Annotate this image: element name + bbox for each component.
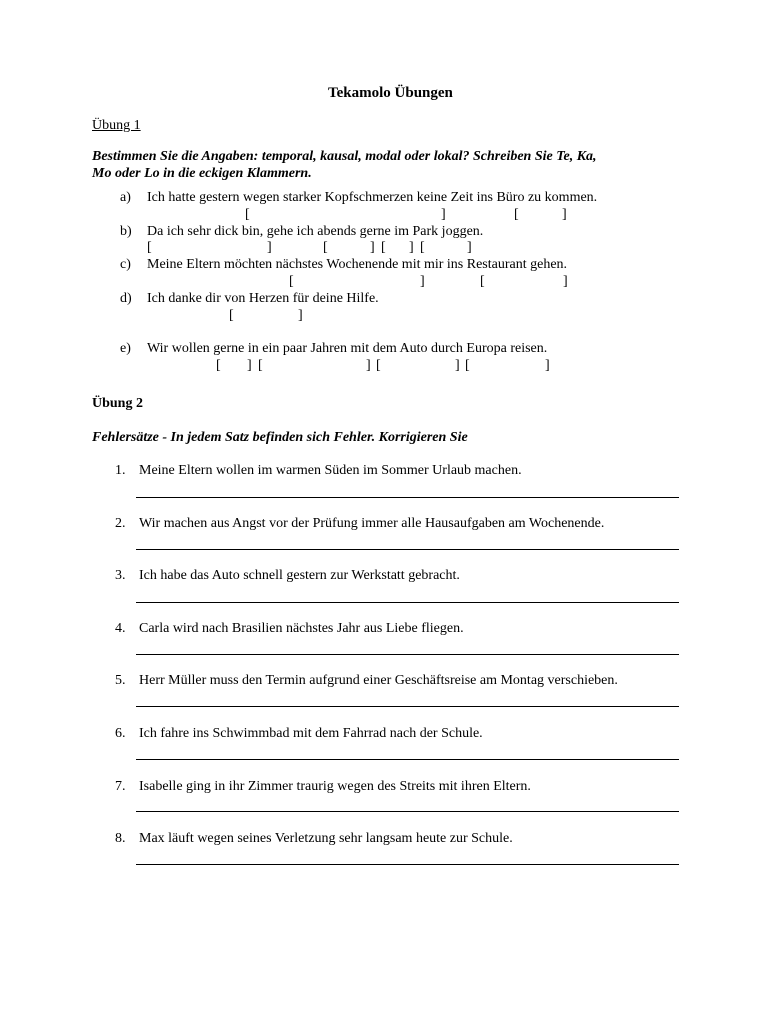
exercise-2-item-number: 8.	[115, 831, 126, 846]
exercise-2-item-number: 7.	[115, 779, 126, 794]
answer-bracket-open: [	[514, 207, 519, 222]
answer-bracket-open: [	[245, 207, 250, 222]
answer-line[interactable]	[136, 654, 679, 655]
answer-bracket-close: ]	[420, 274, 425, 289]
page-title: Tekamolo Übungen	[328, 85, 453, 101]
exercise-1-instruction-line-1: Bestimmen Sie die Angaben: temporal, kausal, modal oder lokal? Schreiben Sie Te, Ka,	[92, 149, 597, 164]
exercise-1-item-label: a)	[120, 190, 131, 205]
exercise-2-item-text: Ich fahre ins Schwimmbad mit dem Fahrrad nach der Schule.	[139, 726, 483, 741]
answer-bracket-close: ]	[247, 358, 252, 373]
exercise-2-item-number: 1.	[115, 463, 126, 478]
answer-bracket-open: [	[420, 240, 425, 255]
answer-bracket-open: [	[323, 240, 328, 255]
answer-bracket-close: ]	[441, 207, 446, 222]
answer-bracket-close: ]	[298, 308, 303, 323]
answer-bracket-open: [	[216, 358, 221, 373]
exercise-2-item-number: 3.	[115, 568, 126, 583]
exercise-1-item-label: e)	[120, 341, 131, 356]
answer-bracket-close: ]	[562, 207, 567, 222]
exercise-2-item-number: 6.	[115, 726, 126, 741]
exercise-2-item-text: Ich habe das Auto schnell gestern zur Werkstatt gebracht.	[139, 568, 460, 583]
answer-bracket-open: [	[465, 358, 470, 373]
answer-bracket-open: [	[289, 274, 294, 289]
exercise-1-item-label: d)	[120, 291, 132, 306]
exercise-1-instruction-line-2: Mo oder Lo in die eckigen Klammern.	[92, 166, 312, 181]
answer-line[interactable]	[136, 811, 679, 812]
answer-line[interactable]	[136, 497, 679, 498]
answer-bracket-close: ]	[545, 358, 550, 373]
exercise-1-item-label: b)	[120, 224, 132, 239]
answer-line[interactable]	[136, 759, 679, 760]
answer-line[interactable]	[136, 549, 679, 550]
answer-bracket-open: [	[376, 358, 381, 373]
exercise-2-item-text: Herr Müller muss den Termin aufgrund einer Geschäftsreise am Montag verschieben.	[139, 673, 618, 688]
exercise-2-item-text: Wir machen aus Angst vor der Prüfung immer alle Hausaufgaben am Wochenende.	[139, 516, 605, 531]
answer-bracket-open: [	[480, 274, 485, 289]
exercise-2-item-text: Meine Eltern wollen im warmen Süden im Sommer Urlaub machen.	[139, 463, 522, 478]
answer-line[interactable]	[136, 706, 679, 707]
exercise-1-item-text: Ich hatte gestern wegen starker Kopfschmerzen keine Zeit ins Büro zu kommen.	[147, 190, 598, 205]
exercise-2-item-text: Isabelle ging in ihr Zimmer traurig wegen des Streits mit ihren Eltern.	[139, 779, 531, 794]
answer-bracket-close: ]	[467, 240, 472, 255]
answer-bracket-close: ]	[366, 358, 371, 373]
exercise-1-item-text: Ich danke dir von Herzen für deine Hilfe.	[147, 291, 379, 306]
exercise-1-item-text: Da ich sehr dick bin, gehe ich abends gerne im Park joggen.	[147, 224, 484, 239]
exercise-2-item-number: 2.	[115, 516, 126, 531]
answer-bracket-close: ]	[409, 240, 414, 255]
exercise-2-item-text: Max läuft wegen seines Verletzung sehr langsam heute zur Schule.	[139, 831, 513, 846]
exercise-1-item-text: Meine Eltern möchten nächstes Wochenende mit mir ins Restaurant gehen.	[147, 257, 568, 272]
answer-bracket-open: [	[229, 308, 234, 323]
answer-bracket-close: ]	[370, 240, 375, 255]
answer-bracket-close: ]	[267, 240, 272, 255]
exercise-1-heading: Übung 1	[92, 118, 141, 133]
answer-line[interactable]	[136, 602, 679, 603]
answer-bracket-close: ]	[455, 358, 460, 373]
exercise-2-heading: Übung 2	[92, 396, 143, 411]
exercise-2-item-number: 5.	[115, 673, 126, 688]
exercise-2-item-text: Carla wird nach Brasilien nächstes Jahr aus Liebe fliegen.	[139, 621, 464, 636]
exercise-2-instruction: Fehlersätze - In jedem Satz befinden sich Fehler. Korrigieren Sie	[92, 430, 468, 445]
exercise-1-item-label: c)	[120, 257, 131, 272]
exercise-1-item-text: Wir wollen gerne in ein paar Jahren mit dem Auto durch Europa reisen.	[147, 341, 548, 356]
answer-bracket-open: [	[258, 358, 263, 373]
answer-bracket-open: [	[381, 240, 386, 255]
answer-line[interactable]	[136, 864, 679, 865]
answer-bracket-open: [	[147, 240, 152, 255]
exercise-2-item-number: 4.	[115, 621, 126, 636]
answer-bracket-close: ]	[563, 274, 568, 289]
